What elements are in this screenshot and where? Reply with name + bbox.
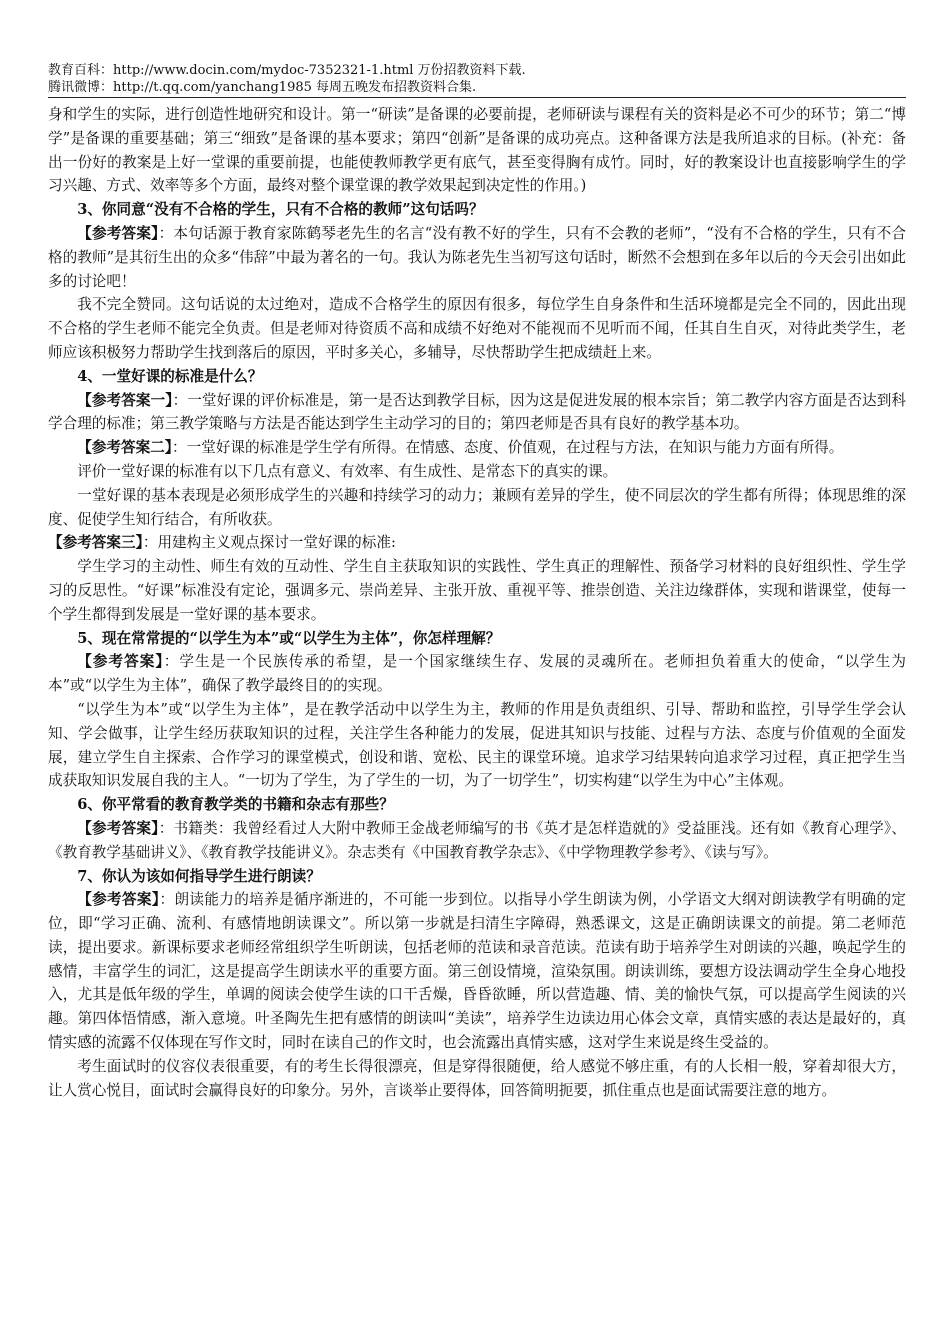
answer-4-2-paragraph-3: 一堂好课的基本表现是必须形成学生的兴趣和持续学习的动力；兼顾有差异的学生，使不同层次的学生都有所得；体现思维的深度、促使学生知行结合，有所收获。 <box>48 486 906 528</box>
answer-3-paragraph-2: 我不完全赞同。这句话说的太过绝对，造成不合格学生的原因有很多，每位学生自身条件和生活环境都是完全不同的，因此出现不合格的学生老师不能完全负责。但是老师对待资质不高和成绩不好绝对不能视而不见听而不闻，任其自生自灭，对待此类学生，老师应该积极努力帮助学生找到落后的原因，平时多关心，多辅导，尽快帮助学生把成绩赶上来。 <box>48 296 906 361</box>
closing-paragraph: 考生面试时的仪容仪表很重要，有的考生长得很漂亮，但是穿得很随便，给人感觉不够庄重，有的人长相一般，穿着却很大方，让人赏心悦目，面试时会赢得良好的印象分。另外，言谈举止要得体，回答简明扼要，抓住重点也是面试需要注意的地方。 <box>48 1057 906 1099</box>
answer-text: ：学生是一个民族传承的希望，是一个国家继续生存、发展的灵魂所在。老师担负着重大的使命，“以学生为本”或“以学生为主体”，确保了教学最终目的的实现。 <box>48 653 907 695</box>
answer-label: 【参考答案】 <box>77 653 164 671</box>
answer-5 <box>48 650 906 698</box>
header-line-weibo: 腾讯微博：http://t.qq.com/yanchang1985 每周五晚发布招教资料合集. <box>48 80 477 95</box>
answer-4-2 <box>48 436 906 460</box>
answer-4-3-paragraph-2: 学生学习的主动性、师生有效的互动性、学生自主获取知识的实践性、学生真正的理解性、预备学习材料的良好组织性、学生学习的反思性。“好课”标准没有定论，强调多元、崇尚差异、主张开放、重视平等、推崇创造、关注边缘群体，实现和谐课堂，使每一个学生都得到发展是一堂好课的基本要求。 <box>48 558 906 623</box>
question-3: 3、你同意“没有不合格的学生，只有不合格的教师”这句话吗？ <box>77 201 484 219</box>
answer-4-1 <box>48 389 906 437</box>
answer-text: ：本句话源于教育家陈鹤琴老先生的名言“没有教不好的学生，只有不会教的老师”，“没有不合格的学生，只有不合格的教师”是其衍生出的众多“伟辞”中最为著名的一句。我认为陈老先生当初写这句话时，断然不会想到在多年以后的今天会引出如此多的讨论吧！ <box>48 224 907 290</box>
header-line-baike: 教育百科：http://www.docin.com/mydoc-7352321-1.html 万份招教资料下载. <box>48 63 526 78</box>
page-header <box>48 62 906 98</box>
answer-label: 【参考答案三】 <box>48 534 143 552</box>
answer-label: 【参考答案】 <box>77 819 159 837</box>
answer-6 <box>48 817 906 865</box>
question-4: 4、一堂好课的标准是什么？ <box>77 367 263 385</box>
answer-7 <box>48 888 906 1055</box>
answer-label: 【参考答案】 <box>77 891 160 909</box>
question-6: 6、你平常看的教育教学类的书籍和杂志有那些？ <box>77 796 394 814</box>
answer-label: 【参考答案】 <box>77 224 159 242</box>
question-7: 7、你认为该如何指导学生进行朗读？ <box>77 867 321 885</box>
answer-label: 【参考答案二】 <box>77 439 173 457</box>
answer-text: ：用建构主义观点探讨一堂好课的标准: <box>142 534 396 552</box>
answer-text: ：一堂好课的标准是学生学有所得。在情感、态度、价值观，在过程与方法，在知识与能力方面有所得。 <box>172 439 844 457</box>
answer-text: ：书籍类：我曾经看过人大附中教师王金战老师编写的书《英才是怎样造就的》受益匪浅。还有如《教育心理学》、《教育教学基础讲义》、《教育教学技能讲义》。杂志类有《中国教育教学杂志》、《中学物理教学参考》、《读与写》。 <box>48 819 906 861</box>
document-body <box>48 103 906 1102</box>
answer-text: ：一堂好课的评价标准是，第一是否达到教学目标，因为这是促进发展的根本宗旨；第二教学内容方面是否达到科学合理的标准；第三教学策略与方法是否能达到学生主动学习的目的；第四老师是否具有良好的教学基本功。 <box>48 391 906 433</box>
question-5: 5、现在常常提的“以学生为本”或“以学生为主体”，你怎样理解？ <box>77 629 501 647</box>
answer-5-paragraph-2: “以学生为本”或“以学生为主体”，是在教学活动中以学生为主，教师的作用是负责组织、引导、帮助和监控，引导学生学会认知、学会做事，让学生经历获取知识的过程，关注学生各种能力的发展，促进其知识与技能、过程与方法、态度与价值观的全面发展，建立学生自主探索、合作学习的课堂模式，创设和谐、宽松、民主的课堂环境。追求学习结果转向追求学习过程，真正把学生当成获取知识发展自我的主人。“一切为了学生，为了学生的一切，为了一切学生”，切实构建“以学生为中心”主体观。 <box>48 700 906 790</box>
answer-label: 【参考答案一】 <box>77 391 173 409</box>
paragraph-lesson-prep: 身和学生的实际，进行创造性地研究和设计。第一“研读”是备课的必要前提，老师研读与课程有关的资料是必不可少的环节；第二“博学”是备课的重要基础；第三“细致”是备课的基本要求；第四“创新”是备课的成功亮点。这种备课方法是我所追求的目标。(补充：备出一份好的教案是上好一堂课的重要前提，也能使教师教学更有底气，甚至变得胸有成竹。同时，好的教案设计也直接影响学生的学习兴趣、方式、效率等多个方面，最终对整个课堂课的教学效果起到决定性的作用。) <box>48 106 906 195</box>
answer-4-3 <box>48 531 906 555</box>
answer-3 <box>48 222 906 293</box>
answer-text: ：朗读能力的培养是循序渐进的，不可能一步到位。以指导小学生朗读为例，小学语文大纲对朗读教学有明确的定位，即“学习正确、流利、有感情地朗读课文”。所以第一步就是扫清生字障碍，熟悉课文，这是正确朗读课文的前提。第二老师范读，提出要求。新课标要求老师经常组织学生听朗读，包括老师的范读和录音范读。范读有助于培养学生对朗读的兴趣，唤起学生的感情，丰富学生的词汇，这是提高学生朗读水平的重要方面。第三创设情境，渲染氛围。朗读训练，要想方设法调动学生全身心地投入，尤其是低年级的学生，单调的阅读会使学生读的口干舌燥，昏昏欲睡，所以营造趣、情、美的愉快气氛，可以提高学生阅读的兴趣。第四体悟情感，渐入意境。叶圣陶先生把有感情的朗读叫“美读”，培养学生边读边用心体会文章，真情实感的表达是最好的，真情实感的流露不仅体现在写作文时，同时在读自己的作文时，也会流露出真情实感，这对学生来说是终生受益的。 <box>48 891 906 1052</box>
answer-4-2-paragraph-2: 评价一堂好课的标准有以下几点有意义、有效率、有生成性、是常态下的真实的课。 <box>77 462 618 480</box>
